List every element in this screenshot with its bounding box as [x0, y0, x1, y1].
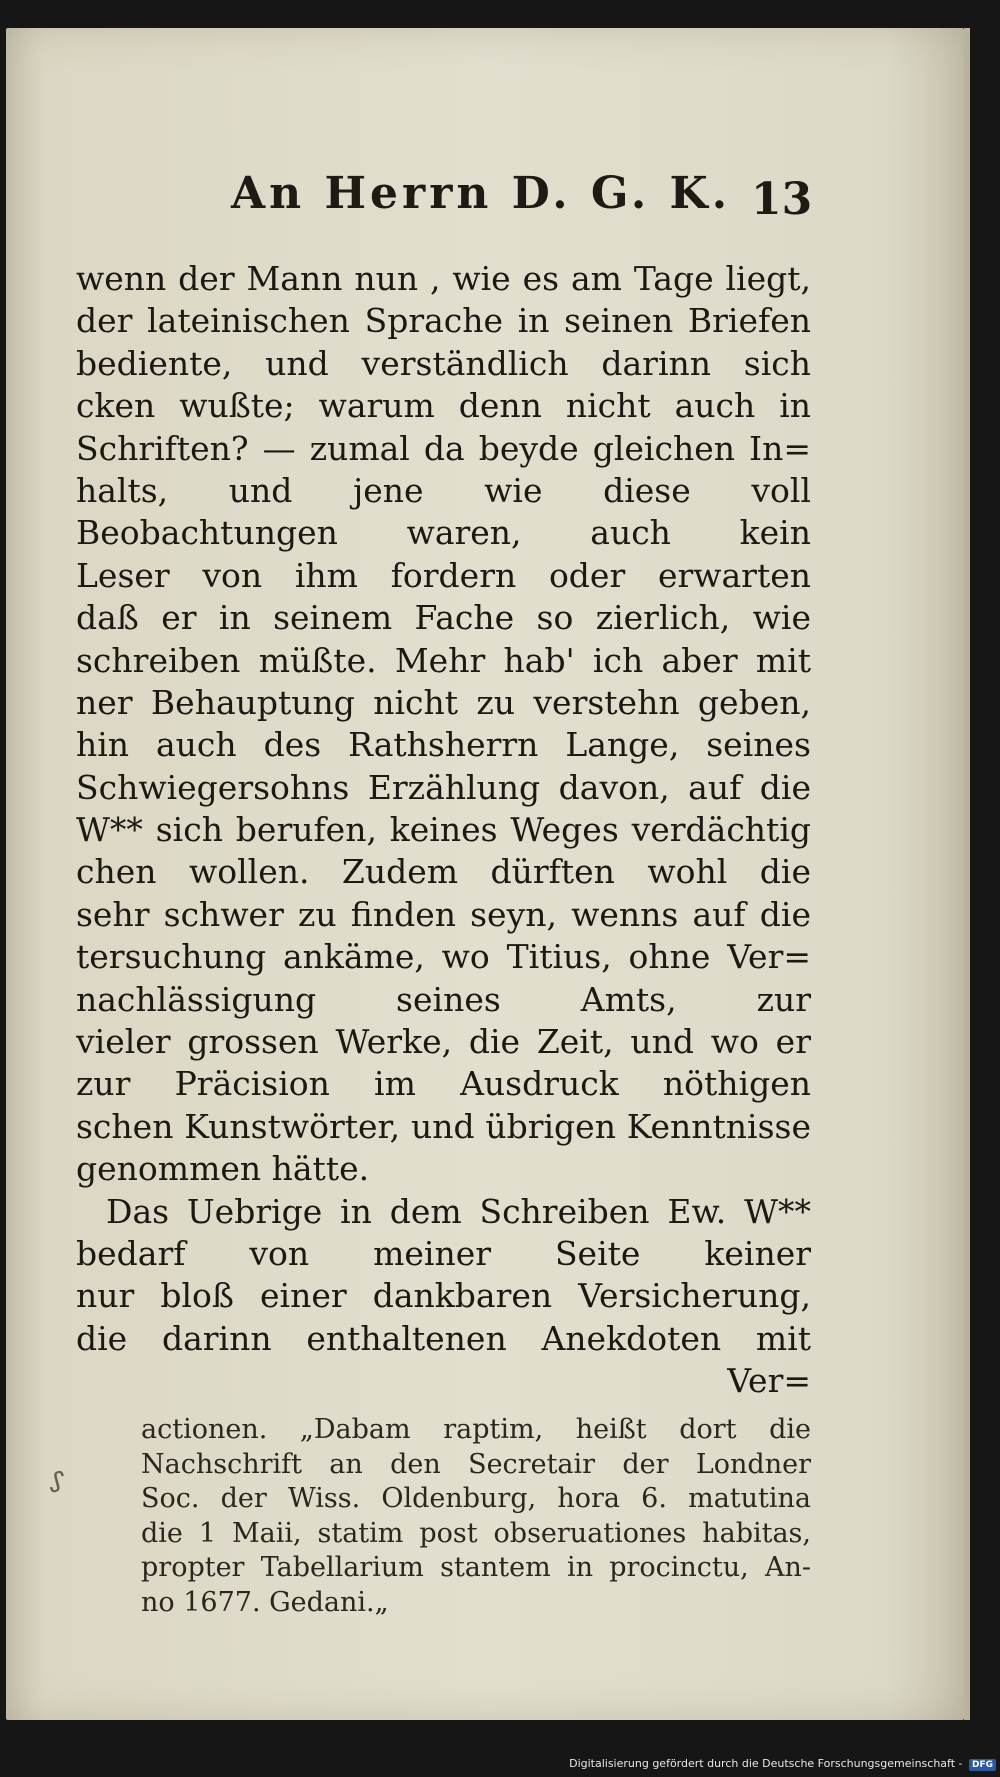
footnote-line: Nachschrift an den Secretair der Londner	[141, 1448, 811, 1480]
text-line: bediente, und verständlich darinn sich	[76, 343, 811, 383]
text-line: halts, und jene wie diese voll	[76, 470, 811, 510]
text-line: wenn der Mann nun , wie es am Tage liegt,	[76, 259, 811, 298]
text-line: schreiben müßte. Mehr hab' ich aber mit	[76, 640, 811, 680]
text-line: genommen hätte.	[76, 1149, 370, 1189]
text-line: W** sich berufen, keines Weges verdächtig	[76, 810, 811, 850]
text-line: nachlässigung seines Amts, zur	[76, 979, 811, 1019]
page-edge	[964, 28, 970, 1720]
catchword: Ver=	[727, 1361, 811, 1401]
text-line: daß er in seinem Fache so zierlich, wie	[76, 598, 811, 638]
body-text	[76, 258, 811, 1403]
text-line: Beobachtungen waren, auch kein	[76, 513, 811, 553]
text-line: der lateinischen Sprache in seinen Briefen	[76, 301, 811, 341]
pencil-mark-icon: ᔑ	[44, 1466, 71, 1500]
page-number: 13	[751, 174, 813, 225]
digitization-credit	[569, 1757, 996, 1771]
book-page	[6, 28, 964, 1720]
credit-text: Digitalisierung gefördert durch die Deutsche Forschungsgemeinschaft -	[569, 1757, 963, 1770]
text-line: Leser von ihm fordern oder erwarten	[76, 555, 811, 595]
footnote-line: no 1677. Gedani.„	[141, 1586, 389, 1618]
text-line: Das Uebrige in dem Schreiben Ew. W**	[106, 1191, 811, 1231]
text-line: cken wußte; warum denn nicht auch in	[76, 386, 811, 426]
dfg-logo-icon: DFG	[969, 1759, 996, 1771]
text-line: Schriften? — zumal da beyde gleichen In=	[76, 428, 811, 468]
text-line: sehr schwer zu finden seyn, wenns auf die	[76, 894, 811, 934]
text-line: chen wollen. Zudem dürften wohl die	[76, 852, 811, 892]
text-line: tersuchung ankäme, wo Titius, ohne Ver=	[76, 937, 811, 977]
text-line: Schwiegersohns Erzählung davon, auf die	[76, 767, 811, 807]
footnote-line: propter Tabellarium stantem in procinctu, An-	[141, 1552, 811, 1584]
footnote-line: die 1 Maii, statim post obseruationes habitas,	[141, 1517, 811, 1549]
text-line: ner Behauptung nicht zu verstehn geben,	[76, 682, 811, 722]
text-line: vieler grossen Werke, die Zeit, und wo er	[76, 1022, 811, 1062]
running-head-title: An Herrn D. G. K.	[231, 168, 732, 219]
running-head	[6, 148, 964, 238]
footnote-line: Soc. der Wiss. Oldenburg, hora 6. matutina	[141, 1483, 811, 1515]
text-line: die darinn enthaltenen Anekdoten mit	[76, 1318, 811, 1358]
text-line: schen Kunstwörter, und übrigen Kenntnisse	[76, 1106, 811, 1146]
footnote	[76, 1413, 811, 1621]
text-line: zur Präcision im Ausdruck nöthigen	[76, 1064, 811, 1104]
footnote-line: actionen. „Dabam raptim, heißt dort die	[141, 1414, 811, 1445]
text-line: hin auch des Rathsherrn Lange, seines	[76, 725, 811, 765]
text-line: nur bloß einer dankbaren Versicherung,	[76, 1276, 811, 1316]
text-line: bedarf von meiner Seite keiner	[76, 1233, 811, 1273]
